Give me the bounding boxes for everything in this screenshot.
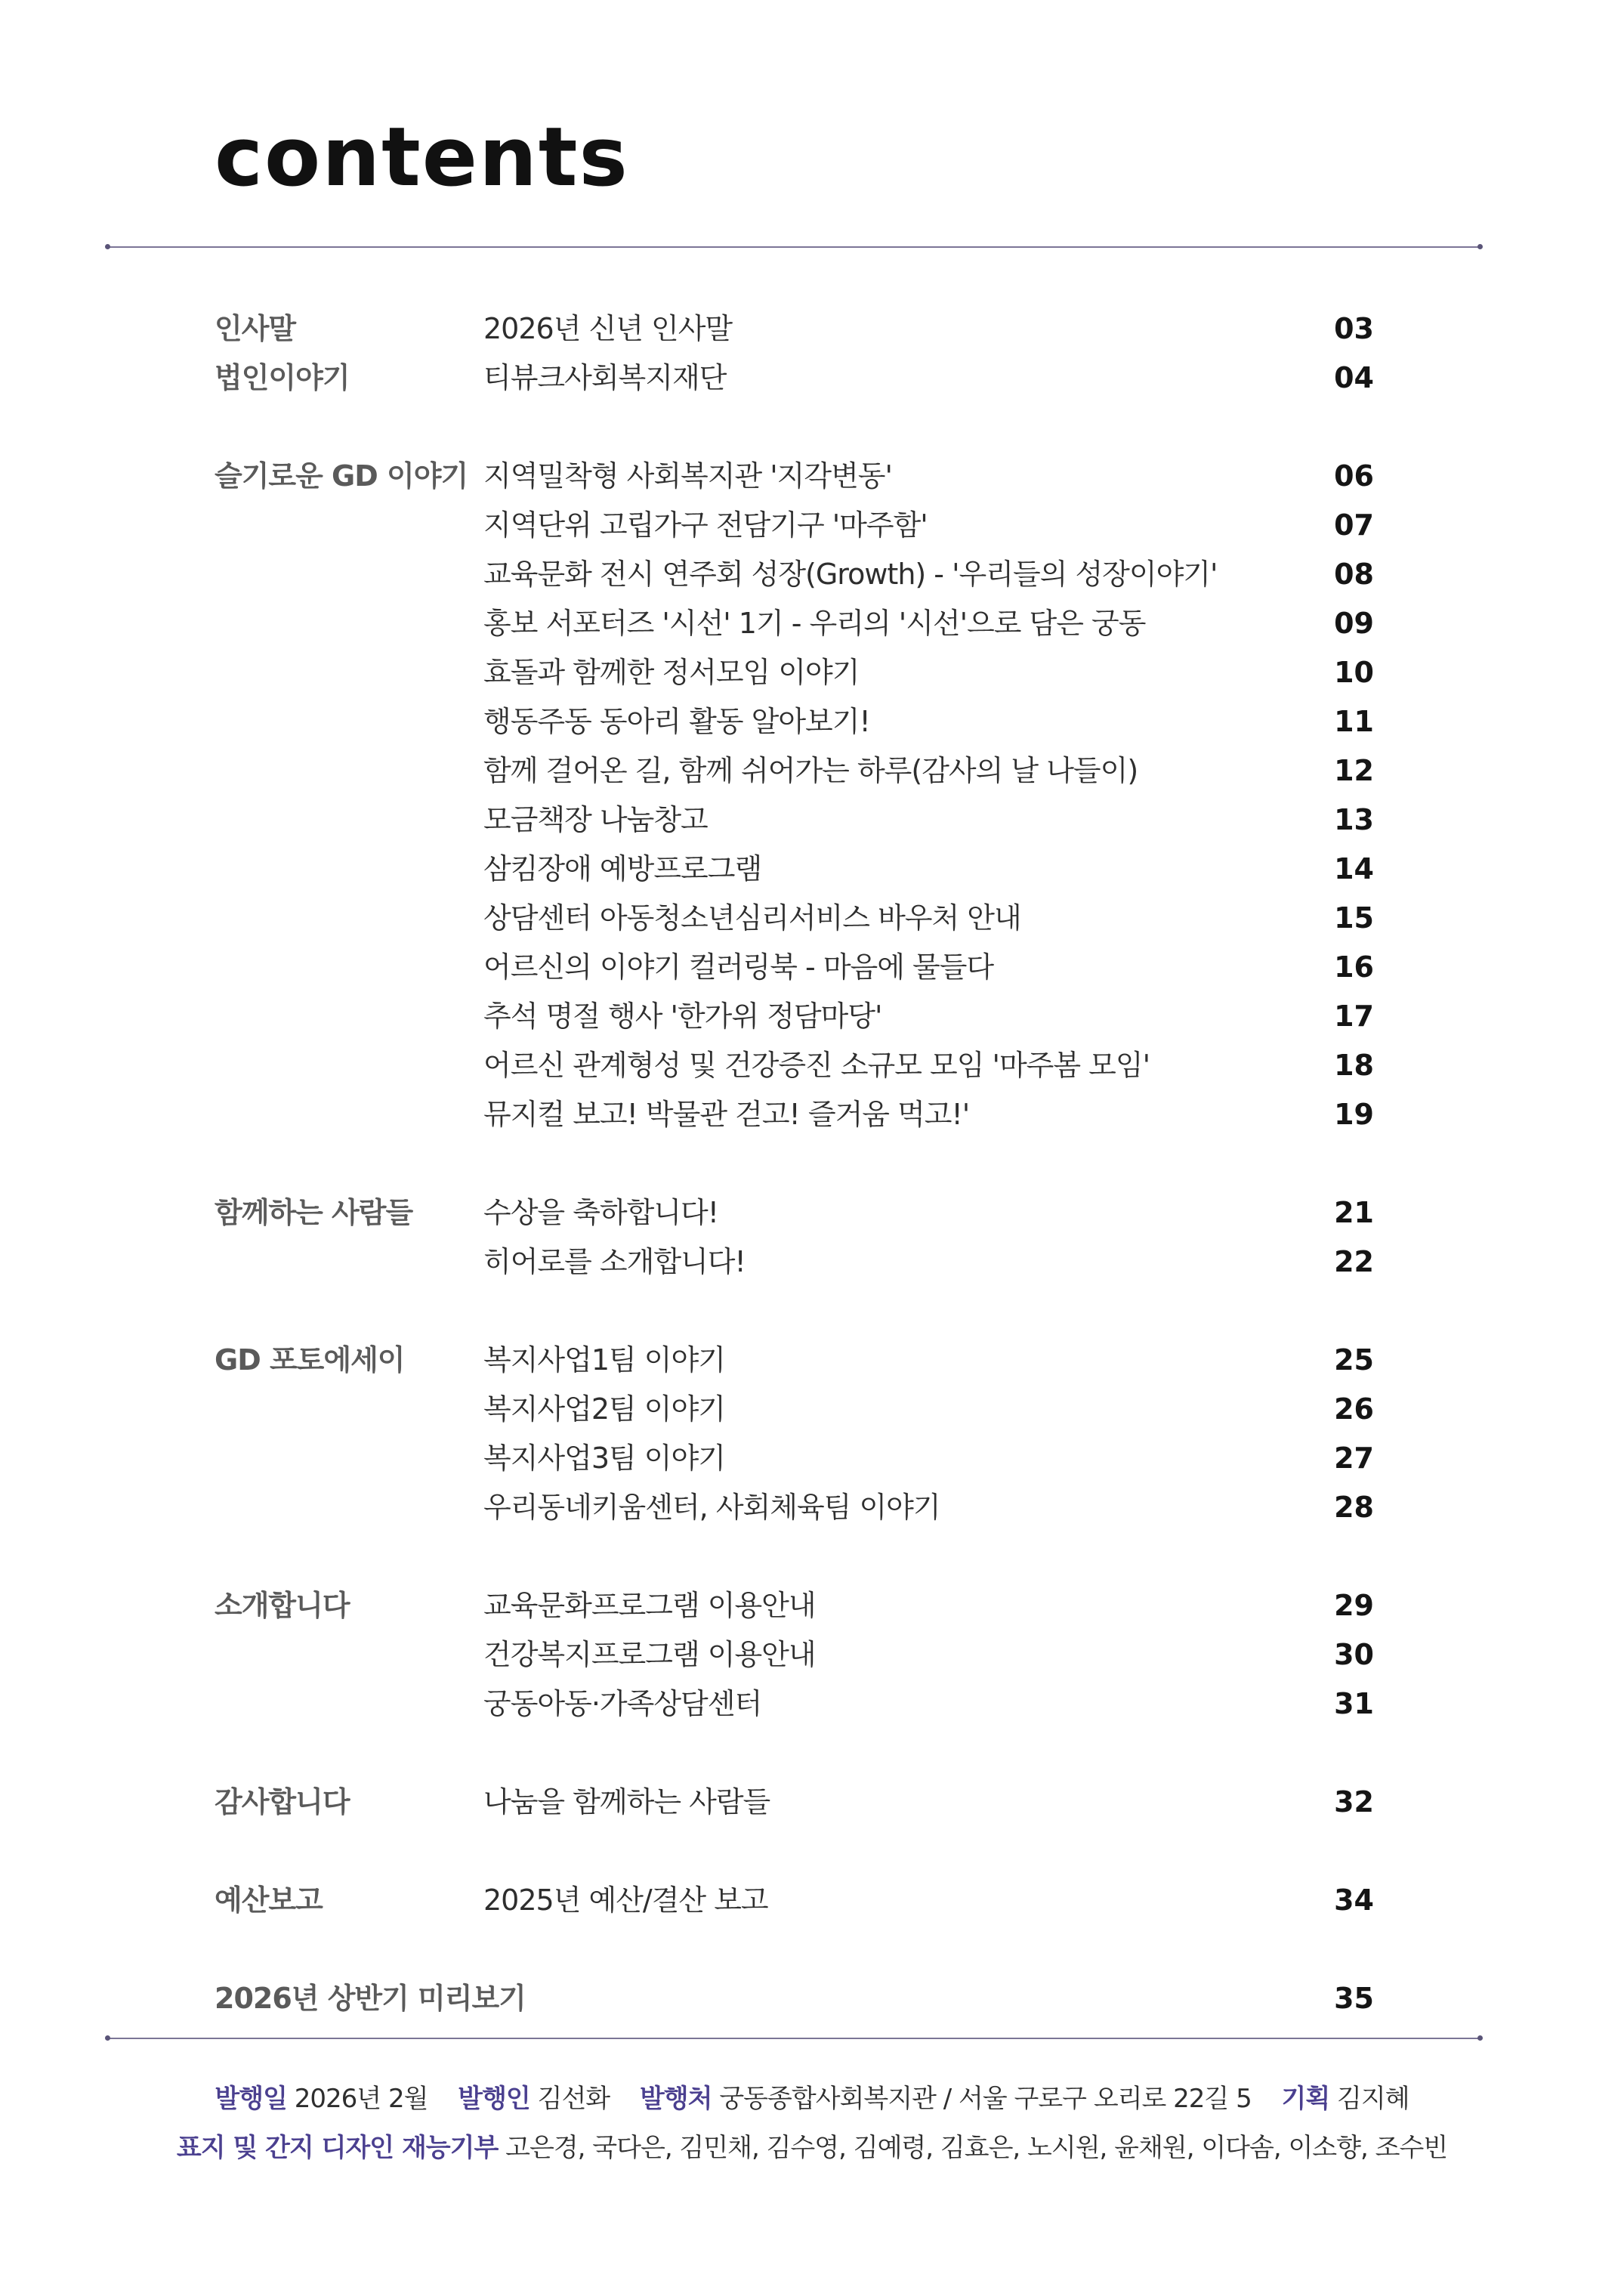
toc-row[interactable] [0,354,1624,402]
toc-page-number: 30 [1334,1638,1374,1671]
toc-row[interactable] [0,992,1624,1040]
toc-title: 2025년 예산/결산 보고 [483,1884,768,1917]
toc-title: 삼킴장애 예방프로그램 [483,852,762,885]
toc-row[interactable] [0,1876,1624,1924]
planning-label: 기획 [1281,2084,1330,2114]
toc-row[interactable] [0,452,1624,500]
planning: 김지혜 [1337,2084,1409,2114]
toc-page-number: 27 [1334,1442,1374,1475]
toc-title: 복지사업1팀 이야기 [483,1343,725,1377]
toc-row[interactable] [0,550,1624,598]
toc-page-number: 16 [1334,950,1374,984]
top-divider [107,246,1480,248]
toc-row[interactable] [0,1238,1624,1286]
toc-title: 건강복지프로그램 이용안내 [483,1638,816,1671]
toc-title: 복지사업3팀 이야기 [483,1442,725,1475]
toc-title: 어르신 관계형성 및 건강증진 소규모 모임 '마주봄 모임' [483,1049,1150,1082]
toc-row[interactable] [0,697,1624,746]
toc-page-number: 21 [1334,1196,1374,1229]
toc-row[interactable] [0,894,1624,942]
toc-row[interactable] [0,943,1624,991]
toc-page-number: 08 [1334,558,1374,591]
toc-page-number: 11 [1334,705,1374,738]
toc-title: 홍보 서포터즈 '시선' 1기 - 우리의 '시선'으로 담은 궁동 [483,607,1146,640]
toc-section: 슬기로운 GD 이야기 [215,459,468,493]
toc-page-number: 10 [1334,656,1374,689]
toc-title: 효돌과 함께한 정서모임 이야기 [483,656,860,689]
toc-title: 궁동아동·가족상담센터 [483,1687,762,1720]
colophon-line-1 [0,2078,1624,2115]
toc-page-number: 12 [1334,754,1374,787]
toc-row[interactable] [0,1483,1624,1531]
toc-page-number: 22 [1334,1245,1374,1278]
toc-title: 모금책장 나눔창고 [483,803,708,836]
toc-page-number: 25 [1334,1343,1374,1377]
bottom-divider [107,2038,1480,2039]
toc-row[interactable] [0,599,1624,647]
toc-title: 우리동네키움센터, 사회체육팀 이야기 [483,1491,940,1524]
toc-title: 뮤지컬 보고! 박물관 걷고! 즐거움 먹고!' [483,1098,970,1131]
toc-row[interactable] [0,1581,1624,1630]
publish-date-label: 발행일 [215,2084,287,2114]
toc-page-number: 34 [1334,1884,1374,1917]
toc-row[interactable] [0,304,1624,353]
toc-row[interactable] [0,1385,1624,1433]
toc-page-number: 06 [1334,459,1374,493]
toc-title: 티뷰크사회복지재단 [483,361,727,394]
toc-page-number: 17 [1334,1000,1374,1033]
toc-page-number: 14 [1334,852,1374,885]
toc-title: 추석 명절 행사 '한가위 정담마당' [483,1000,882,1033]
toc-row[interactable] [0,796,1624,844]
toc-title: 함께 걸어온 길, 함께 쉬어가는 하루(감사의 날 나들이) [483,754,1138,787]
toc-page-number: 19 [1334,1098,1374,1131]
toc-page-number: 07 [1334,508,1374,542]
toc-row[interactable] [0,648,1624,697]
publisher: 김선화 [537,2084,610,2114]
issuer-label: 발행처 [639,2084,712,2114]
toc-row[interactable] [0,1041,1624,1089]
designers: 고은경, 국다은, 김민채, 김수영, 김예령, 김효은, 노시원, 윤채원, 이다솜, 이소향, 조수빈 [505,2133,1448,2163]
issuer: 궁동종합사회복지관 / 서울 구로구 오리로 22길 5 [719,2084,1252,2114]
toc-page-number: 04 [1334,361,1374,394]
toc-title: 나눔을 함께하는 사람들 [483,1785,770,1819]
toc-row[interactable] [0,1974,1624,2023]
toc-section: 소개합니다 [215,1589,350,1622]
toc-row[interactable] [0,1778,1624,1826]
toc-page-number: 28 [1334,1491,1374,1524]
toc-row[interactable] [0,1188,1624,1237]
toc-row[interactable] [0,1630,1624,1679]
toc-section: GD 포토에세이 [215,1343,405,1377]
toc-section: 예산보고 [215,1884,323,1917]
toc-page-number: 09 [1334,607,1374,640]
toc-title: 교육문화프로그램 이용안내 [483,1589,816,1622]
toc-title: 지역밀착형 사회복지관 '지각변동' [483,459,892,493]
toc-row[interactable] [0,1336,1624,1384]
toc-title: 행동주동 동아리 활동 알아보기! [483,705,870,738]
toc-section: 함께하는 사람들 [215,1196,413,1229]
toc-row[interactable] [0,1680,1624,1728]
toc-page-number: 18 [1334,1049,1374,1082]
toc-section: 감사합니다 [215,1785,350,1819]
toc-row[interactable] [0,1090,1624,1139]
toc-page-number: 35 [1334,1982,1374,2015]
toc-section: 인사말 [215,312,296,345]
toc-section: 2026년 상반기 미리보기 [215,1982,526,2015]
publisher-label: 발행인 [458,2084,530,2114]
toc-page-number: 31 [1334,1687,1374,1720]
toc-page-number: 15 [1334,901,1374,935]
toc-page-number: 03 [1334,312,1374,345]
toc-title: 2026년 신년 인사말 [483,312,733,345]
page-title: contents [215,110,629,205]
toc-row[interactable] [0,1434,1624,1482]
toc-row[interactable] [0,746,1624,795]
toc-title: 어르신의 이야기 컬러링북 - 마음에 물들다 [483,950,994,984]
toc-page-number: 13 [1334,803,1374,836]
toc-row[interactable] [0,501,1624,549]
toc-title: 교육문화 전시 연주회 성장(Growth) - '우리들의 성장이야기' [483,558,1218,591]
toc-title: 히어로를 소개합니다! [483,1245,746,1278]
toc-title: 지역단위 고립가구 전담기구 '마주함' [483,508,928,542]
colophon-line-2 [0,2127,1624,2164]
toc-row[interactable] [0,845,1624,893]
toc-title: 수상을 축하합니다! [483,1196,718,1229]
toc-section: 법인이야기 [215,361,350,394]
toc-page-number: 26 [1334,1392,1374,1426]
design-label: 표지 및 간지 디자인 재능기부 [176,2133,499,2163]
toc-page-number: 32 [1334,1785,1374,1819]
toc-title: 복지사업2팀 이야기 [483,1392,725,1426]
publish-date: 2026년 2월 [294,2084,428,2114]
toc-page-number: 29 [1334,1589,1374,1622]
toc-title: 상담센터 아동청소년심리서비스 바우처 안내 [483,901,1021,935]
